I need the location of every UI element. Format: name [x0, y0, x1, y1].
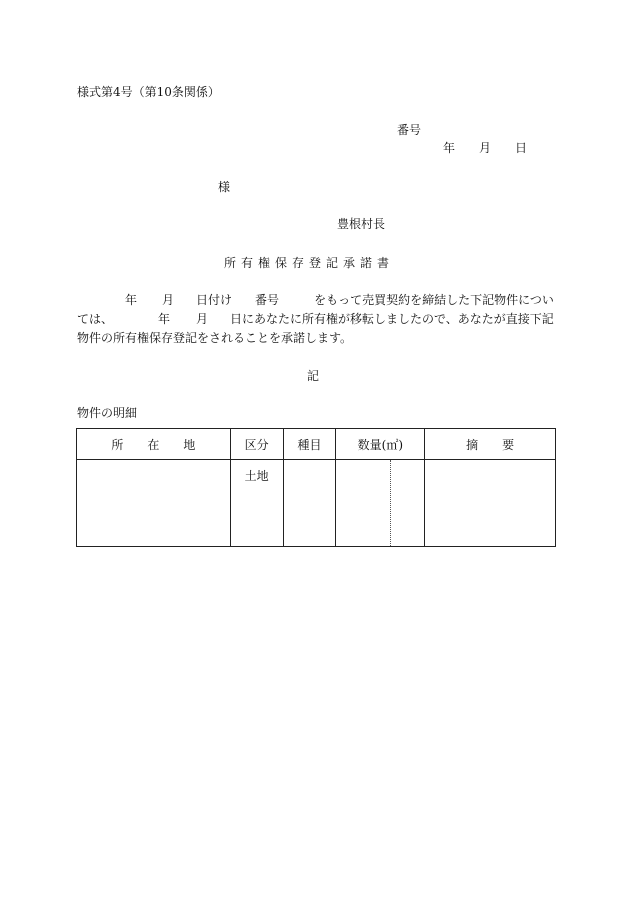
issuer-name: 豊根村長	[337, 217, 386, 231]
table-header-row	[77, 429, 556, 460]
body-year: 年	[125, 293, 138, 307]
body-line-3: 物件の所有権保存登記をされることを承諾します。	[77, 331, 353, 345]
body-year-2: 年	[158, 312, 171, 326]
body-month-2: 月	[196, 312, 209, 326]
table-row	[77, 460, 556, 547]
property-table	[76, 428, 556, 547]
date-month: 月	[479, 141, 492, 155]
cell-category: 土地	[230, 460, 283, 547]
ki-heading: 記	[307, 369, 320, 383]
document-title: 所有権保存登記承諾書	[224, 256, 395, 270]
property-list-title: 物件の明細	[77, 406, 138, 420]
header-quantity: 数量(㎡)	[336, 429, 425, 460]
issue-date	[443, 141, 527, 155]
header-remarks: 摘 要	[425, 429, 556, 460]
header-location: 所 在 地	[77, 429, 231, 460]
body-text-1: をもって売買契約を締結した下記物件につい	[314, 293, 554, 307]
body-line-2	[77, 312, 554, 326]
body-month: 月	[162, 293, 175, 307]
cell-quantity	[336, 460, 425, 547]
cell-type	[283, 460, 336, 547]
cell-remarks	[425, 460, 556, 547]
body-prefix: ては、	[77, 312, 114, 326]
body-text-2: 日にあなたに所有権が移転しましたので、あなたが直接下記	[230, 312, 554, 326]
cell-location	[77, 460, 231, 547]
date-year: 年	[443, 141, 456, 155]
header-category: 区分	[230, 429, 283, 460]
date-day: 日	[515, 141, 528, 155]
header-type: 種目	[283, 429, 336, 460]
body-number: 番号	[255, 293, 280, 307]
body-line-1	[77, 293, 554, 307]
recipient-suffix: 様	[218, 180, 231, 194]
document-number-label: 番号	[397, 123, 422, 137]
quantity-decimal-divider	[390, 460, 391, 546]
form-number-label: 様式第4号（第10条関係）	[77, 85, 220, 99]
body-dated: 日付け	[196, 293, 233, 307]
